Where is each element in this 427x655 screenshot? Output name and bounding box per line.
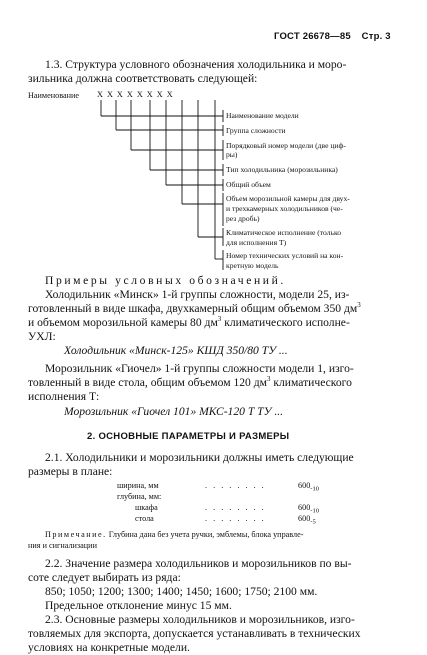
part-serial-number-line1: Порядковый номер модели (две циф- [226,141,346,150]
page-number: Стр. 3 [361,31,391,42]
part-type: Тип холодильника (морозильника) [226,165,338,174]
p23-line1: 2.3. Основные размеры холодильников и морозильников, изго- [45,613,355,626]
part-model-name: Наименование модели [226,111,299,120]
section-1-3-intro-line1: 1.3. Структура условного обозначения холодильника и моро- [45,58,347,71]
part-freezer-volume-line1: Объем морозильной камеры для двух- [226,194,350,203]
p23-line3: условиях на конкретные модели. [28,641,190,654]
note-line2: ния и сигнализации [28,541,97,550]
dim-cabinet-dots: . . . . . . . . [205,503,266,512]
part-complexity-group: Группа сложности [226,126,286,135]
dim-table-dots: . . . . . . . . [205,514,266,523]
dim-cabinet-label: шкафа [135,503,158,512]
part-spec-number-line2: кретную модель [226,261,279,270]
part-total-volume: Общий объем [226,180,271,189]
example2-line1: Морозильник «Гиочел» 1-й группы сложности модели 1, изго- [45,362,354,375]
dim-depth-label: глубина, мм: [117,492,162,501]
dim-table-label: стола [135,514,154,523]
section-1-3-intro-line2: зильника должна соответствовать следующей: [28,72,258,85]
p22-line2: соте следует выбирать из ряда: [28,571,181,584]
examples-title: Примеры условных обозначений. [45,274,286,287]
dim-table-value: $600_{-5}$ [298,514,316,526]
part-freezer-volume-line3: рез дробь) [226,214,260,223]
example1-line4: УХЛ: [28,330,56,343]
p22-line3: 850; 1050; 1200; 1300; 1400; 1450; 1600; 1750; 2100 мм. [45,585,318,598]
p21-line2: размеры в плане: [28,465,113,478]
example2-line3: исполнения Т: [28,390,100,403]
note-line1: Примечание. Глубина дана без учета ручки, эмблемы, блока управле- [45,530,304,539]
dim-width-value: $600_{-10}$ [298,481,319,493]
part-climate-line1: Климатическое исполнение (только [226,228,342,237]
dim-cabinet-value: $600_{-10}$ [298,503,319,515]
example1-line2: готовленный в виде шкафа, двухкамерный общим объемом 350 $дм^3$ [28,301,361,315]
dim-width-label: ширина, мм [117,481,159,490]
designation-structure-diagram [0,0,427,280]
example2-line2: товленный в виде стола, общим объемом 120 $дм^3$ климатического [28,375,352,389]
example1-line3: и объемом морозильной камеры 80 $дм^3$ климатического исполне- [28,315,350,329]
p22-line4: Предельное отклонение минус 15 мм. [45,599,232,612]
example1-designation: Холодильник «Минск-125» КШД 350/80 ТУ ... [64,344,288,357]
example2-designation: Морозильник «Гиочел 101» МКС-120 Т ТУ ... [64,405,284,418]
dim-width-dots: . . . . . . . . [205,481,266,490]
standard-number: ГОСТ 26678—85 [274,31,351,42]
section-2-heading: 2. ОСНОВНЫЕ ПАРАМЕТРЫ И РАЗМЕРЫ [87,431,290,442]
part-spec-number-line1: Номер технических условий на кон- [226,251,344,260]
p22-line1: 2.2. Значение размера холодильников и морозильников по вы- [45,557,352,570]
part-serial-number-line2: ры) [226,150,238,159]
example1-line1: Холодильник «Минск» 1-й группы сложности, модели 25, из- [45,288,350,301]
p23-line2: товляемых для экспорта, допускается устанавливать в технических [28,627,361,640]
p21-line1: 2.1. Холодильники и морозильники должны иметь следующие [45,451,354,464]
naming-label: Наименование [28,91,80,100]
naming-marks: X X X X X X X X [97,90,174,99]
part-climate-line2: для исполнения Т) [226,238,287,247]
part-freezer-volume-line2: и трехкамерных холодильников (че- [226,204,343,213]
